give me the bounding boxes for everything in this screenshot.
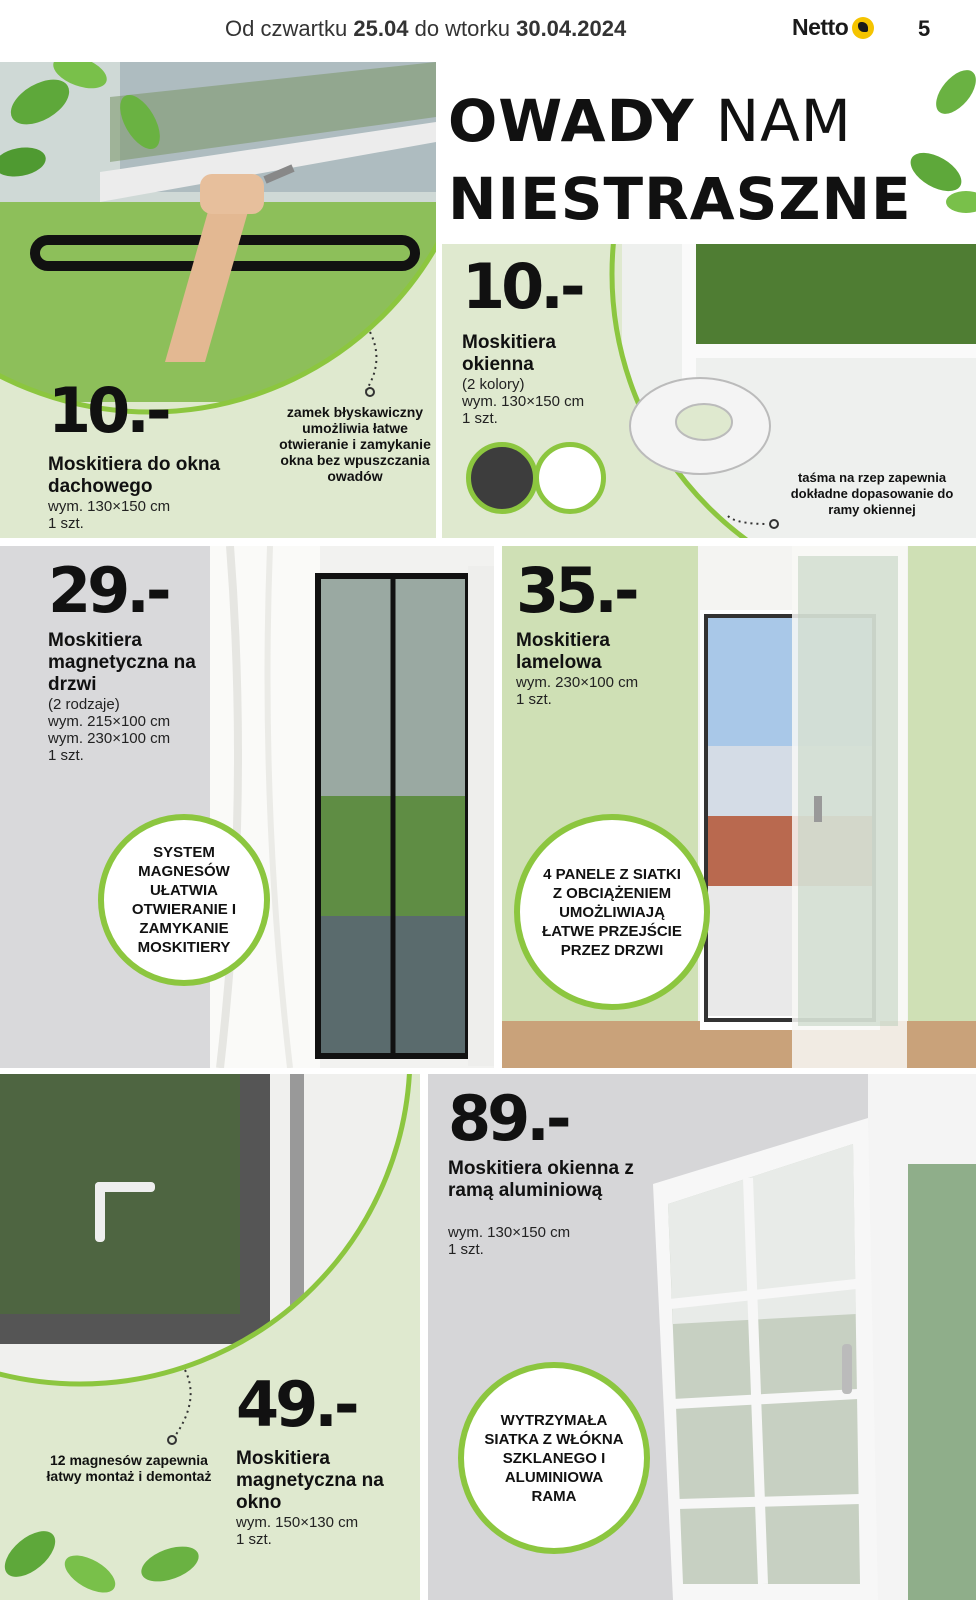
detail-qty: 1 szt. [462, 410, 498, 427]
product-details-roof-window [48, 498, 170, 532]
product-name-aluminium-window: Moskitiera okienna z ramą aluminiową [448, 1158, 634, 1201]
date-mid: do wtorku [414, 16, 510, 41]
netto-dog-icon [852, 17, 874, 39]
headline-light: NAM [715, 87, 852, 155]
page-header [0, 0, 976, 62]
product-details-lamella-door [516, 674, 638, 708]
detail-colors: (2 kolory) [462, 376, 525, 393]
detail-size-1: wym. 215×100 cm [48, 713, 171, 730]
detail-size: wym. 130×150 cm [448, 1224, 571, 1241]
product-panel-lamella-door [502, 546, 976, 1068]
date-prefix: Od czwartku [225, 16, 348, 41]
product-name-magnetic-door: Moskitiera magnetyczna na drzwi [48, 630, 196, 695]
product-panel-aluminium-window [428, 1074, 976, 1600]
color-swatch-white [534, 442, 606, 514]
detail-size-2: wym. 230×100 cm [48, 730, 171, 747]
product-details-window-screen [462, 376, 584, 427]
detail-size: wym. 130×150 cm [462, 393, 585, 410]
product-panel-magnetic-door [0, 546, 494, 1068]
leaves-decoration-right [896, 62, 976, 222]
product-panel-window-screen [442, 244, 976, 538]
product-panel-magnetic-window [0, 1074, 420, 1600]
page-number: 5 [918, 16, 931, 41]
brand-logo [792, 14, 874, 41]
price-window-screen: 10.- [462, 250, 582, 323]
detail-size: wym. 150×130 cm [236, 1514, 359, 1531]
product-name-magnetic-window: Moskitiera magnetyczna na okno [236, 1448, 384, 1513]
color-swatch-dark [466, 442, 538, 514]
badge-four-panels: 4 PANELE Z SIATKI Z OBCIĄŻENIEM UMOŻLIWIAJĄ ŁATWE PRZEJŚCIE PRZEZ DRZWI [514, 814, 710, 1010]
price-magnetic-door: 29.- [48, 554, 168, 627]
brand-name: Netto [792, 14, 849, 40]
detail-size: wym. 230×100 cm [516, 674, 639, 691]
product-name-window-screen: Moskitiera okienna [462, 332, 556, 375]
note-magnets: 12 magnesów zapewnia łatwy montaż i demontaż [46, 1452, 212, 1484]
product-panel-roof-window [0, 62, 436, 538]
product-details-aluminium-window [448, 1224, 570, 1258]
note-velcro: taśma na rzep zapewnia dokładne dopasowanie do ramy okiennej [790, 470, 954, 517]
headline-line2: NIESTRASZNE [448, 165, 912, 233]
leaves-decoration-bottom [0, 1522, 203, 1600]
detail-qty: 1 szt. [236, 1531, 272, 1548]
price-aluminium-window: 89.- [448, 1082, 568, 1155]
product-details-magnetic-window [236, 1514, 358, 1548]
detail-qty: 1 szt. [516, 691, 552, 708]
price-magnetic-window: 49.- [236, 1368, 356, 1441]
velcro-tape-roll-icon [630, 378, 770, 474]
date-from: 25.04 [353, 16, 409, 41]
headline-line1 [448, 87, 852, 155]
detail-variants: (2 rodzaje) [48, 696, 120, 713]
price-lamella-door: 35.- [516, 554, 636, 627]
product-name-lamella-door: Moskitiera lamelowa [516, 630, 610, 673]
badge-fiberglass-mesh: WYTRZYMAŁA SIATKA Z WŁÓKNA SZKLANEGO I ALUMINIOWA RAMA [458, 1362, 650, 1554]
headline-bold: OWADY [448, 87, 695, 155]
product-name-roof-window: Moskitiera do okna dachowego [48, 454, 221, 497]
date-to: 30.04.2024 [516, 16, 627, 41]
detail-qty: 1 szt. [48, 747, 84, 764]
note-zipper: zamek błyskawiczny umożliwia łatwe otwieranie i zamykanie okna bez wpuszczania owadów [279, 404, 431, 484]
detail-size: wym. 130×150 cm [48, 498, 171, 515]
validity-dates [225, 16, 626, 42]
detail-qty: 1 szt. [48, 515, 84, 532]
detail-qty: 1 szt. [448, 1241, 484, 1258]
badge-magnet-system: SYSTEM MAGNESÓW UŁATWIA OTWIERANIE I ZAMYKANIE MOSKITIERY [98, 814, 270, 986]
product-details-magnetic-door [48, 696, 170, 764]
price-roof-window: 10.- [48, 374, 168, 447]
